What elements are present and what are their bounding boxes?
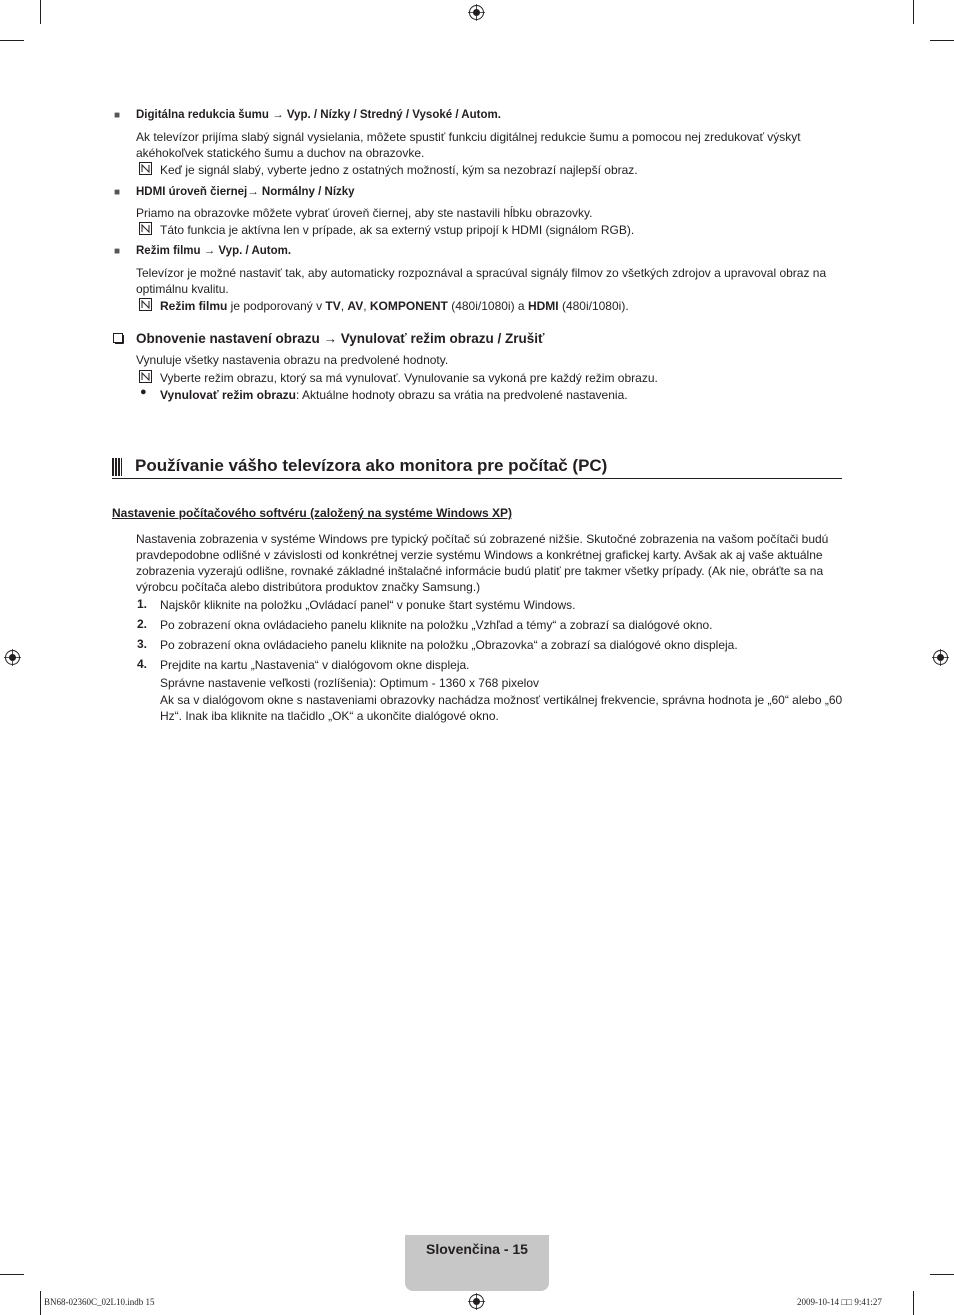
note-term: AV (347, 299, 364, 313)
item-note: Táto funkcia je aktívna len v prípade, ak sa externý vstup pripojí k HDMI (signálom RGB). (160, 223, 635, 237)
reset-bullet-text: : Aktuálne hodnoty obrazu sa vrátia na predvolené nastavenia. (296, 388, 628, 402)
crop-mark-top-right-v (913, 0, 914, 24)
registration-mark-icon (468, 1293, 485, 1310)
checkbox-bullet-icon (113, 333, 124, 344)
square-bullet-icon: ■ (114, 110, 121, 121)
note-term: Režim filmu (160, 299, 228, 313)
note-icon (139, 370, 152, 383)
step-text-line: Ak sa v dialógovom okne s nastaveniami obrazovky nachádza možnosť vertikálnej frekvencie, správna hodnota je „60“ alebo „60 Hz“. Inak iba kliknite na tlačidlo „OK“ a ukončite dialógové okno. (160, 693, 843, 723)
step-text: Prejdite na kartu „Nastavenia“ v dialógovom okne displeja. (160, 658, 470, 672)
page-number-tab (405, 1235, 549, 1291)
print-slug-right: 2009-10-14 □□ 9:41:27 (797, 1297, 882, 1307)
crop-mark-bottom-right-h (930, 1274, 954, 1275)
page-number-label: Slovenčina - 15 (426, 1241, 528, 1257)
step-number: 4. (137, 657, 148, 671)
pc-intro: Nastavenia zobrazenia v systéme Windows pre typický počítač sú zobrazené nižšie. Skutočné zobrazenia na vašom počítači budú pravdepodobne odlišné v závislosti od konkrétnej verzie systému Windows a konkrétnej grafickej karty. Avšak ak aj vaše aktuálne zobrazenia vyzerajú odlišne, rovnaké základné inštalačné informácie budú platiť pre takmer všetky prípady. (Ak nie, obráťte sa na výrobcu počítača alebo distribútora produktov značky Samsung.) (136, 532, 829, 594)
note-icon (139, 298, 152, 311)
note-text: je podporovaný v (227, 299, 326, 313)
reset-body: Vynuluje všetky nastavenia obrazu na predvolené hodnoty. (136, 353, 449, 367)
item-body: Ak televízor prijíma slabý signál vysielania, môžete spustiť funkciu digitálnej redukcie šumu a pomocou nej zredukovať výskyt akéhokoľvek statického šumu a duchov na obrazovke. (136, 130, 801, 160)
step-text: Po zobrazení okna ovládacieho panelu kliknite na položku „Vzhľad a témy“ a zobrazí sa dialógové okno. (160, 618, 713, 632)
reset-title: Obnovenie nastavení obrazu → Vynulovať režim obrazu / Zrušiť (136, 331, 545, 346)
crop-mark-bottom-left-h (0, 1274, 24, 1275)
subheading: Nastavenie počítačového softvéru (založený na systéme Windows XP) (112, 506, 513, 520)
step-text: Po zobrazení okna ovládacieho panelu kliknite na položku „Obrazovka“ a zobrazí sa dialógové okno displeja. (160, 638, 738, 652)
crop-mark-bottom-left-v (40, 1291, 41, 1315)
heading-rule (112, 478, 842, 479)
crop-mark-bottom-right-v (913, 1291, 914, 1315)
print-slug-left: BN68-02360C_02L10.indb 15 (44, 1297, 155, 1307)
reset-bullet (160, 387, 628, 403)
item-body: Televízor je možné nastaviť tak, aby automaticky rozpoznával a spracúval signály filmov zo všetkých zdrojov a upravoval obraz na optimálnu kvalitu. (136, 266, 827, 296)
note-text: , (340, 299, 348, 313)
crop-mark-top-right-h (930, 40, 954, 41)
reset-bullet-label: Vynulovať režim obrazu (160, 388, 297, 402)
note-text: , (363, 299, 370, 313)
item-title: Režim filmu → Vyp. / Autom. (136, 245, 292, 257)
note-text: (480i/1080i). (558, 299, 629, 313)
note-icon (139, 162, 152, 175)
note-term: TV (325, 299, 341, 313)
step-number: 3. (137, 637, 148, 651)
registration-mark-icon (4, 649, 21, 666)
note-icon (139, 222, 152, 235)
square-bullet-icon: ■ (114, 246, 121, 257)
registration-mark-icon (468, 4, 485, 21)
item-title: HDMI úroveň čiernej→ Normálny / Nízky (136, 186, 355, 198)
item-title: Digitálna redukcia šumu → Vyp. / Nízky / Stredný / Vysoké / Autom. (136, 109, 501, 121)
crop-mark-top-left-h (0, 40, 24, 41)
step-number: 1. (137, 597, 148, 611)
square-bullet-icon: ■ (114, 187, 121, 198)
reset-note: Vyberte režim obrazu, ktorý sa má vynulovať. Vynulovanie sa vykoná pre každý režim obrazu. (160, 371, 658, 385)
item-body: Priamo na obrazovke môžete vybrať úroveň čiernej, aby ste nastavili hĺbku obrazovky. (136, 206, 593, 220)
bullet-dot-icon: ● (140, 386, 147, 398)
item-note (160, 298, 629, 314)
note-term: KOMPONENT (369, 299, 448, 313)
note-term: HDMI (527, 299, 559, 313)
item-note: Keď je signál slabý, vyberte jedno z ostatných možností, kým sa nezobrazí najlepší obraz. (160, 163, 638, 177)
heading-marker (112, 458, 122, 476)
note-text: (480i/1080i) a (447, 299, 528, 313)
registration-mark-icon (932, 649, 949, 666)
page-heading: Používanie vášho televízora ako monitora pre počítač (PC) (135, 456, 608, 475)
step-text: Najskôr kliknite na položku „Ovládací panel“ v ponuke štart systému Windows. (160, 598, 576, 612)
step-text-line: Správne nastavenie veľkosti (rozlíšenia): Optimum - 1360 x 768 pixelov (160, 676, 540, 690)
step-number: 2. (137, 617, 148, 631)
crop-mark-top-left-v (40, 0, 41, 24)
